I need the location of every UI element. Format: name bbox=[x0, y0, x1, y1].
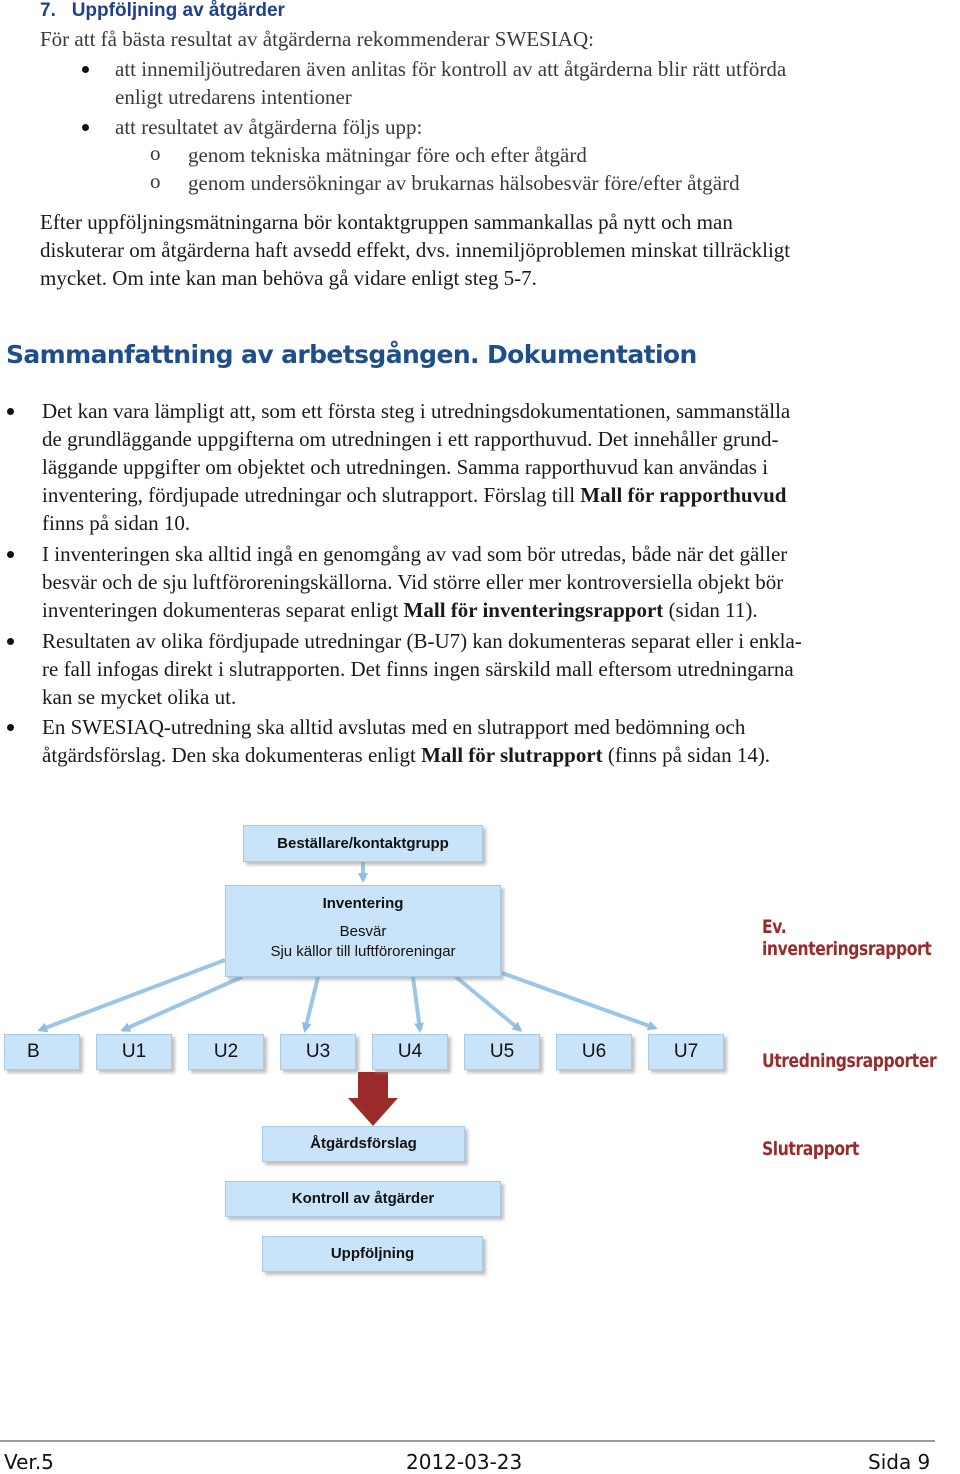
footer-date: 2012-03-23 bbox=[406, 1450, 523, 1474]
arrow-to-u3 bbox=[305, 977, 318, 1030]
bullet-line: enligt utredarens intentioner bbox=[115, 85, 352, 109]
paragraph-line: diskuterar om åtgärderna haft avsedd effekt, dvs. innemiljöproblemen minskat tillräckligt bbox=[40, 238, 791, 262]
label-inventeringsrapport: Ev. inventeringsrapport bbox=[762, 916, 932, 960]
kontroll-box: Kontroll av åtgärder bbox=[225, 1181, 501, 1217]
unit-box-u1: U1 bbox=[96, 1034, 172, 1070]
atgardsforslag-box: Åtgärdsförslag bbox=[262, 1126, 465, 1162]
paragraph-line: mycket. Om inte kan man behöva gå vidare enligt steg 5-7. bbox=[40, 266, 537, 290]
summary-text: En SWESIAQ-utredning ska alltid avslutas med en slutrapport med bedömning och bbox=[42, 715, 746, 739]
sub-bullet-text: genom undersökningar av brukarnas hälsobesvär före/efter åtgärd bbox=[188, 171, 740, 195]
inventering-box bbox=[225, 885, 501, 977]
summary-text: de grundläggande uppgifterna om utredningen i ett rapporthuvud. Det innehåller grund- bbox=[42, 427, 779, 451]
inventering-line2: Sju källor till luftföroreningar bbox=[270, 943, 456, 960]
bold-template-reference: Mall för inventeringsrapport bbox=[403, 598, 664, 622]
down-arrow-shaft bbox=[358, 1072, 388, 1100]
unit-box-u5: U5 bbox=[464, 1034, 540, 1070]
footer-page: Sida 9 bbox=[868, 1450, 931, 1474]
bullet-line: att resultatet av åtgärderna följs upp: bbox=[115, 115, 423, 139]
arrow-to-u4 bbox=[413, 977, 420, 1030]
unit-box-u7: U7 bbox=[648, 1034, 724, 1070]
arrow-to-u5 bbox=[456, 977, 520, 1030]
summary-text: inventeringen dokumenteras separat enligt bbox=[42, 598, 404, 622]
intro-text: För att få bästa resultat av åtgärderna rekommenderar SWESIAQ: bbox=[40, 27, 594, 51]
arrow-to-u1 bbox=[123, 977, 242, 1030]
label-utredningsrapporter: Utredningsrapporter bbox=[762, 1050, 937, 1072]
sub-bullet-marker: o bbox=[150, 169, 161, 193]
paragraph-line: Efter uppföljningsmätningarna bör kontaktgruppen sammankallas på nytt och man bbox=[40, 210, 733, 234]
summary-text: re fall infogas direkt i slutrapporten. Det finns ingen särskild mall eftersom utredningarna bbox=[42, 657, 794, 681]
unit-box-u6: U6 bbox=[556, 1034, 632, 1070]
bold-template-reference: Mall för rapporthuvud bbox=[580, 483, 787, 507]
down-arrow-head bbox=[348, 1098, 398, 1126]
section-number: 7. bbox=[40, 0, 56, 21]
inventering-title: Inventering bbox=[322, 895, 404, 912]
summary-heading: Sammanfattning av arbetsgången. Dokumentation bbox=[6, 340, 697, 369]
inventering-line1: Besvär bbox=[339, 923, 387, 940]
summary-text: besvär och de sju luftföroreningskällorna. Vid större eller mer kontroversiella objekt bör bbox=[42, 570, 784, 594]
summary-text: finns på sidan 10. bbox=[42, 511, 191, 535]
bestallare-box: Beställare/kontaktgrupp bbox=[243, 825, 483, 862]
summary-text: (finns på sidan 14). bbox=[602, 743, 771, 767]
sub-bullet-text: genom tekniska mätningar före och efter åtgärd bbox=[188, 143, 587, 167]
summary-text: åtgärdsförslag. Den ska dokumenteras enligt bbox=[42, 743, 422, 767]
label-slutrapport: Slutrapport bbox=[762, 1138, 859, 1160]
sub-bullet-marker: o bbox=[150, 141, 161, 165]
bullet-line: att innemiljöutredaren även anlitas för kontroll av att åtgärderna blir rätt utförda bbox=[115, 57, 787, 81]
uppfoljning-box: Uppföljning bbox=[262, 1236, 483, 1272]
unit-box-u2: U2 bbox=[188, 1034, 264, 1070]
summary-text: I inventeringen ska alltid ingå en genomgång av vad som bör utredas, både när det gäller bbox=[42, 542, 788, 566]
summary-text: inventering, fördjupade utredningar och slutrapport. Förslag till bbox=[42, 483, 581, 507]
summary-text: läggande uppgifter om objektet och utredningen. Samma rapporthuvud kan användas i bbox=[42, 455, 769, 479]
arrow-to-u7 bbox=[502, 973, 655, 1028]
bold-template-reference: Mall för slutrapport bbox=[421, 743, 603, 767]
summary-text: Det kan vara lämpligt att, som ett första steg i utredningsdokumentationen, sammanställa bbox=[42, 399, 791, 423]
footer-version: Ver.5 bbox=[4, 1450, 54, 1474]
summary-text: (sidan 11). bbox=[663, 598, 758, 622]
unit-box-b: B bbox=[4, 1034, 80, 1070]
section-title: Uppföljning av åtgärder bbox=[71, 0, 285, 21]
unit-box-u3: U3 bbox=[280, 1034, 356, 1070]
unit-box-u4: U4 bbox=[372, 1034, 448, 1070]
summary-text: Resultaten av olika fördjupade utredningar (B-U7) kan dokumenteras separat eller i enkla- bbox=[42, 629, 802, 653]
summary-text: kan se mycket olika ut. bbox=[42, 685, 237, 709]
